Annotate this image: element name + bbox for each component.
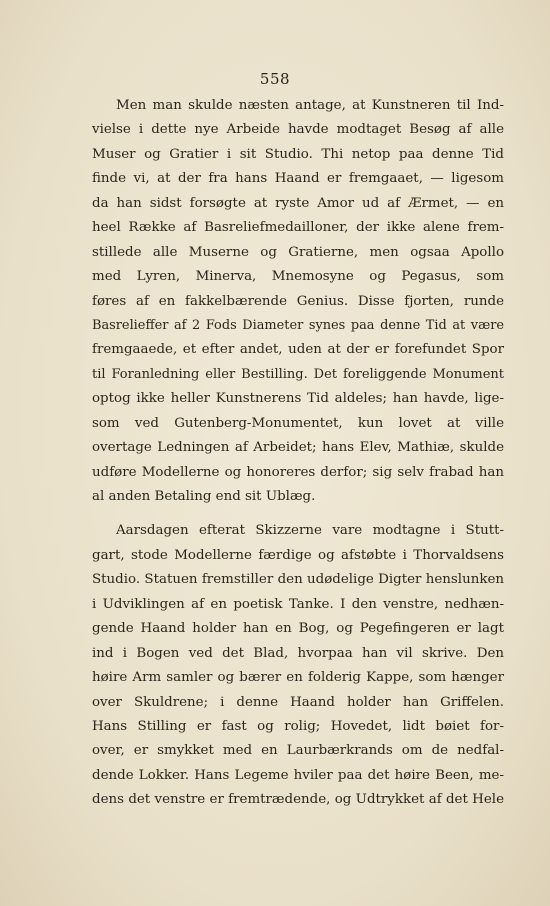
text-line: finde vi, at der fra hans Haand er fremgaaet, — ligesom (92, 171, 504, 187)
text-line: gart, stode Modellerne færdige og afstøbte i Thorvaldsens (92, 547, 504, 563)
text-line: til Foranledning eller Bestilling. Det foreliggende Monument (92, 366, 504, 382)
paragraph-1 (92, 94, 504, 509)
text-line: over Skuldrene; i denne Haand holder han Griffelen. (92, 694, 504, 710)
body-text (92, 94, 504, 813)
text-line: da han sidst forsøgte at ryste Amor ud af Ærmet, — en (92, 195, 504, 211)
text-line: overtage Ledningen af Arbeidet; hans Elev, Mathiæ, skulde (92, 440, 504, 456)
text-line: al anden Betaling end sit Ublæg. (92, 489, 316, 504)
text-line: udføre Modellerne og honoreres derfor; sig selv frabad han (92, 464, 504, 480)
text-line: Muser og Gratier i sit Studio. Thi netop paa denne Tid (92, 146, 504, 162)
text-line: heel Række af Basreliefmedailloner, der ikke alene frem- (92, 220, 504, 236)
text-line: Hans Stilling er fast og rolig; Hovedet, lidt bøiet for- (92, 718, 504, 734)
text-line: Men man skulde næsten antage, at Kunstneren til Ind- (116, 98, 504, 113)
text-line: føres af en fakkelbærende Genius. Disse fjorten, runde (92, 293, 504, 309)
text-line: optog ikke heller Kunstnerens Tid aldeles; han havde, lige- (92, 391, 504, 407)
text-line: over, er smykket med en Laurbærkrands om de nedfal- (92, 743, 504, 759)
text-line: Aarsdagen efterat Skizzerne vare modtagne i Stutt- (116, 523, 504, 539)
text-line: i Udviklingen af en poetisk Tanke. I den venstre, nedhæn- (92, 596, 504, 612)
paragraph-gap (92, 509, 504, 519)
text-line: dende Lokker. Hans Legeme hviler paa det høire Been, me- (92, 767, 504, 783)
text-line: Basrelieffer af 2 Fods Diameter synes paa denne Tid at være (92, 317, 504, 333)
text-line: fremgaaede, et efter andet, uden at der er forefundet Spor (92, 342, 504, 358)
text-line: vielse i dette nye Arbeide havde modtaget Besøg af alle (92, 122, 504, 138)
text-line: høire Arm samler og bærer en folderig Kappe, som hænger (92, 670, 504, 686)
text-line: gende Haand holder han en Bog, og Pegefingeren er lagt (92, 621, 504, 637)
text-line: dens det venstre er fremtrædende, og Udtrykket af det Hele (92, 792, 504, 808)
page-number: 558 (259, 70, 291, 88)
text-line: Studio. Statuen fremstiller den udødelige Digter henslunken (92, 572, 504, 588)
paragraph-2 (92, 519, 504, 812)
text-line: med Lyren, Minerva, Mnemosyne og Pegasus, som (92, 269, 504, 285)
text-line: stillede alle Muserne og Gratierne, men ogsaa Apollo (92, 244, 504, 260)
text-line: som ved Gutenberg-Monumentet, kun lovet at ville (92, 415, 504, 431)
text-line: ind i Bogen ved det Blad, hvorpaa han vil skrive. Den (92, 645, 504, 661)
